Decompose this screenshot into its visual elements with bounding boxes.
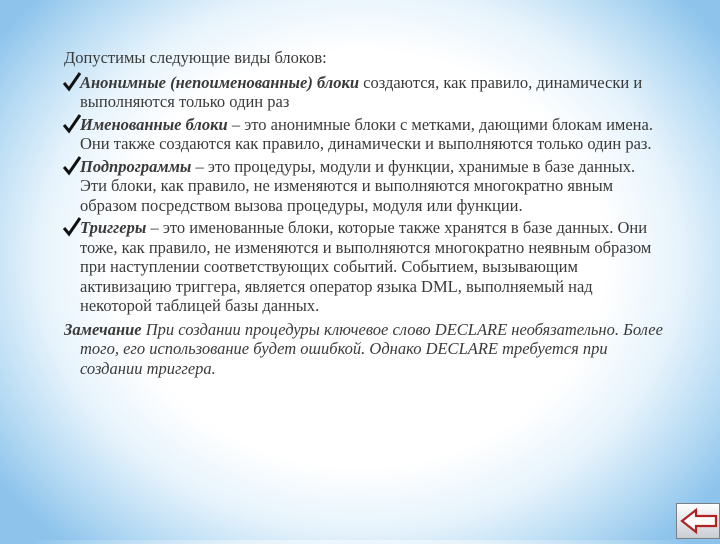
note-label: Замечание [64, 319, 142, 339]
back-button[interactable] [676, 503, 720, 539]
checkmark-icon [63, 72, 81, 92]
slide-content [64, 48, 664, 395]
item-text: – это анонимные блоки с метками, дающими блокам имена. Они также создаются как правило, динамически и выполняются только один раз. [80, 114, 653, 153]
item-term: Триггеры [80, 218, 147, 237]
item-term: Анонимные (непоименованные) блоки [80, 72, 360, 92]
list-item-anonymous-blocks [64, 73, 664, 112]
item-text: – это именованные блоки, которые также хранятся в базе данных. Они тоже, как правило, не изменяются и выполняются многократно неявным образом при наступлении соответствующих событий. Событием, вызывающим активизацию триггера, является оператор языка DML, выполняемый над некоторой таблицей базы данных. [80, 218, 652, 315]
list-item-subprograms [64, 157, 664, 216]
list-item-named-blocks [64, 115, 664, 154]
note-paragraph [64, 320, 664, 379]
item-text: – это процедуры, модули и функции, хранимые в базе данных. Эти блоки, как правило, не изменяются и выполняются многократно явным образом посредством вызова процедуры, модуля или функции. [80, 156, 636, 215]
item-term: Подпрограммы [80, 156, 192, 176]
note-text: При создании процедуры ключевое слово DECLARE необязательно. Более того, его использование будет ошибкой. Однако DECLARE требуется при создании триггера. [80, 319, 663, 378]
intro-text: Допустимы следующие виды блоков: [64, 48, 327, 67]
item-term: Именованные блоки [80, 114, 228, 134]
back-arrow-icon [676, 503, 720, 539]
checkmark-icon [63, 156, 81, 176]
checkmark-icon [63, 114, 81, 134]
list-item-triggers [64, 218, 664, 316]
item-text: создаются, как правило, динамически и выполняются только один раз [80, 72, 643, 111]
checkmark-icon [63, 217, 81, 237]
